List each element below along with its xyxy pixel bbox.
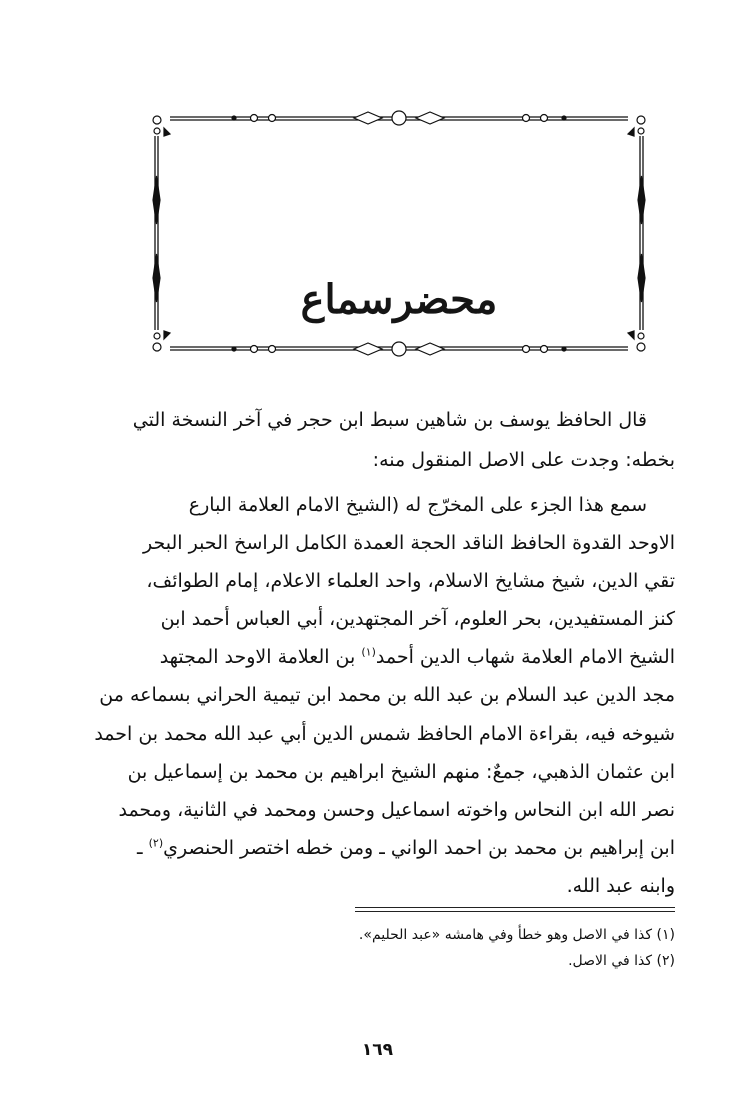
body-line-10 xyxy=(94,829,675,867)
footnote-marker-2: (٢) xyxy=(148,836,164,850)
footnotes xyxy=(359,922,675,974)
body-paragraph xyxy=(94,486,675,905)
footnote-divider xyxy=(355,907,675,908)
body-line-6: مجد الدين عبد السلام بن عبد الله بن محمد ابن تيمية الحراني بسماعه من xyxy=(99,684,675,707)
body-line-5-prefix: الشيخ الامام العلامة شهاب الدين أحمد xyxy=(375,646,675,669)
footnote-1: (١) كذا في الاصل وهو خطأ وفي هامشه «عبد الحليم». xyxy=(358,927,675,943)
body-line-5 xyxy=(94,638,675,676)
body-line-10-text: ابن إبراهيم بن محمد بن احمد الواني ـ ومن خطه اختصر الحنصري xyxy=(163,836,675,859)
body-line-10-dash: ـ xyxy=(136,836,143,859)
body-line-4: كنز المستفيدين، بحر العلوم، آخر المجتهدين، أبي العباس أحمد ابن xyxy=(160,608,675,631)
ornamental-frame xyxy=(148,104,650,362)
intro-line-1: قال الحافظ يوسف بن شاهين سبط ابن حجر في آخر النسخة التي xyxy=(132,409,647,431)
frame-ornament-icon xyxy=(148,104,650,362)
body-line-1: سمع هذا الجزء على المخرّج له (الشيخ الامام العلامة البارع xyxy=(188,494,647,516)
heading-title: محضرسماع xyxy=(300,276,498,323)
body-line-7: شيوخه فيه، بقراءة الامام الحافظ شمس الدين أبي عبد الله محمد بن احمد xyxy=(94,722,675,745)
footnote-divider-second xyxy=(355,911,675,912)
body-line-11: وابنه عبد الله. xyxy=(566,874,675,897)
body-line-5-rest: بن العلامة الاوحد المجتهد xyxy=(159,646,356,669)
body-line-3: تقي الدين، شيخ مشايخ الاسلام، واحد العلماء الاعلام، إمام الطوائف، xyxy=(146,570,675,593)
footnote-2: (٢) كذا في الاصل. xyxy=(568,953,675,969)
page-number: ١٦٩ xyxy=(361,1040,394,1060)
body-line-2: الاوحد القدوة الحافظ الناقد الحجة العمدة الكامل الراسخ الحبر البحر xyxy=(143,532,675,555)
intro-line-2: بخطه: وجدت على الاصل المنقول منه: xyxy=(372,449,675,471)
intro-paragraph xyxy=(133,400,675,480)
body-line-8: ابن عثمان الذهبي، جمعٌ: منهم الشيخ ابراهيم بن محمد بن إسماعيل بن xyxy=(127,760,675,783)
footnote-marker-1: (١) xyxy=(361,646,376,660)
body-line-9: نصر الله ابن النحاس واخوته اسماعيل وحسن ومحمد في الثانية، ومحمد xyxy=(118,798,675,821)
